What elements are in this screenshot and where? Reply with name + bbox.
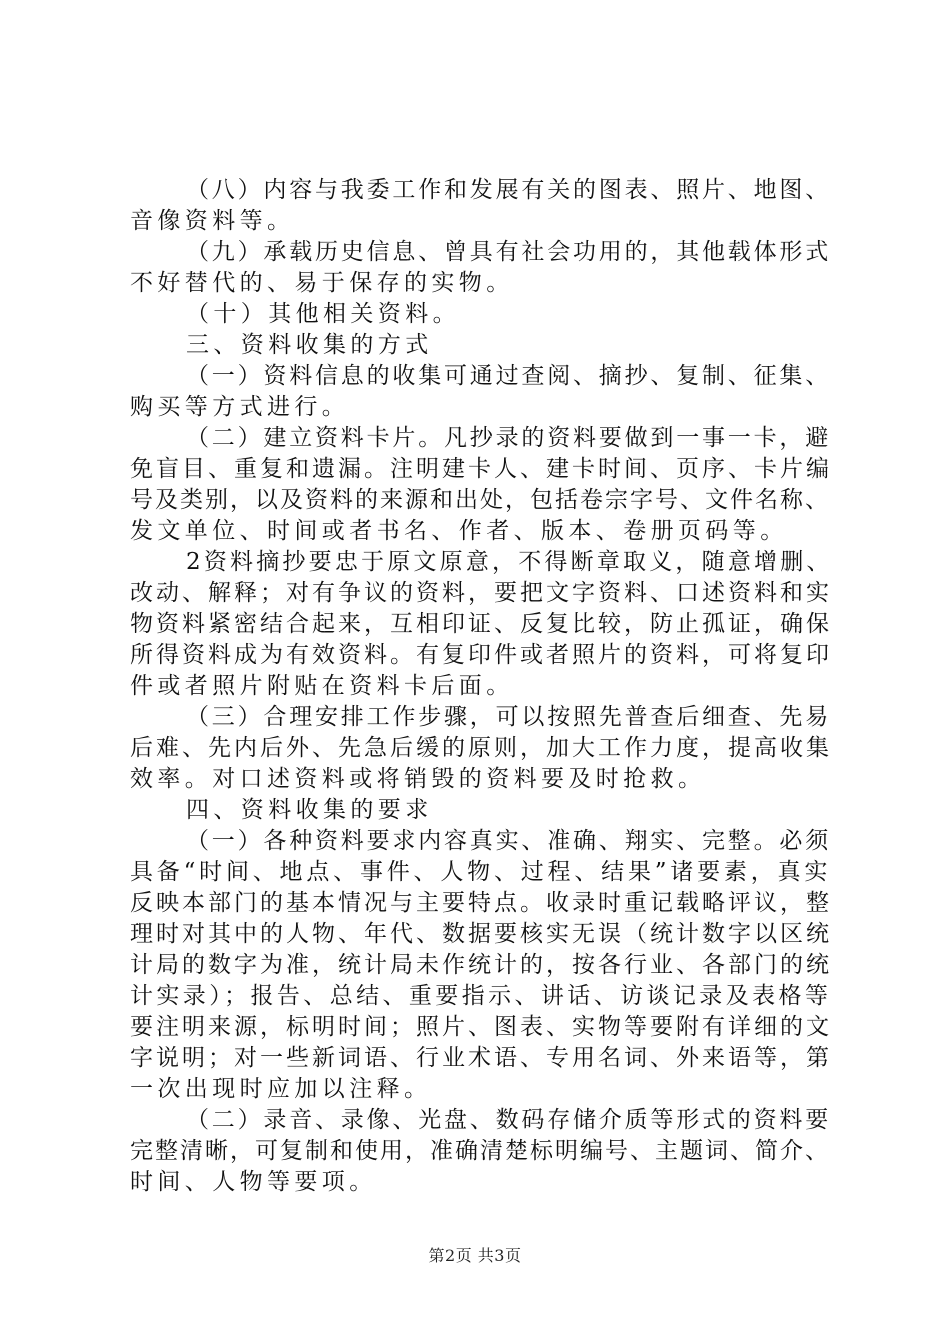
text-line: 发文单位、时间或者书名、作者、版本、卷册页码等。 [130,518,788,544]
text-line: 2资料摘抄要忠于原文原意，不得断章取义，随意增删、 [186,549,833,575]
page-footer: 第2页 共3页 [428,1246,522,1265]
text-line: 号及类别，以及资料的来源和出处，包括卷宗字号、文件名称、 [130,487,830,513]
text-line: 理时对其中的人物、年代、数据要核实无误（统计数字以区统 [130,921,832,947]
text-line: （二）建立资料卡片。凡抄录的资料要做到一事一卡，避 [186,425,831,451]
text-line: 后难、先内后外、先急后缓的原则，加大工作力度，提高收集 [130,735,832,761]
text-line: 一次出现时应加以注释。 [130,1076,432,1102]
text-line: 四、资料收集的要求 [186,797,433,823]
text-line: 计局的数字为准，统计局未作统计的，按各行业、各部门的统 [130,952,832,978]
text-line: （一）资料信息的收集可通过查阅、摘抄、复制、征集、 [186,363,831,389]
text-line: 音像资料等。 [130,208,295,234]
text-line: 件或者照片附贴在资料卡后面。 [130,673,514,699]
text-line: 三、资料收集的方式 [186,332,433,358]
text-line: 不好替代的、易于保存的实物。 [130,270,514,296]
text-line: 改动、解释；对有争议的资料，要把文字资料、口述资料和实 [130,580,832,606]
text-line: （三）合理安排工作步骤，可以按照先普查后细查、先易 [186,704,831,730]
text-line: （九）承载历史信息、曾具有社会功用的，其他载体形式 [186,239,831,265]
document-body [130,175,835,1198]
text-line: （二）录音、录像、光盘、数码存储介质等形式的资料要 [186,1107,831,1133]
text-line: 时间、人物等要项。 [130,1169,377,1195]
text-line: 计实录）；报告、总结、重要指示、讲话、访谈记录及表格等 [130,983,832,1009]
text-line: 效率。对口述资料或将销毁的资料要及时抢救。 [130,766,706,792]
text-line: 完整清晰，可复制和使用，准确清楚标明编号、主题词、简介、 [130,1138,830,1164]
text-line: 物资料紧密结合起来，互相印证、反复比较，防止孤证，确保 [130,611,832,637]
text-line: 反映本部门的基本情况与主要特点。收录时重记载略评议，整 [130,890,832,916]
text-line: 要注明来源，标明时间；照片、图表、实物等要附有详细的文 [130,1014,832,1040]
text-line: 具备“时间、地点、事件、人物、过程、结果”诸要素，真实 [130,859,832,885]
text-line: （一）各种资料要求内容真实、准确、翔实、完整。必须 [186,828,831,854]
text-line: （八）内容与我委工作和发展有关的图表、照片、地图、 [186,177,831,203]
text-line: （十）其他相关资料。 [186,301,460,327]
text-line: 免盲目、重复和遗漏。注明建卡人、建卡时间、页序、卡片编 [130,456,832,482]
text-line: 购买等方式进行。 [130,394,350,420]
text-line: 字说明；对一些新词语、行业术语、专用名词、外来语等，第 [130,1045,832,1071]
text-line: 所得资料成为有效资料。有复印件或者照片的资料，可将复印 [130,642,832,668]
